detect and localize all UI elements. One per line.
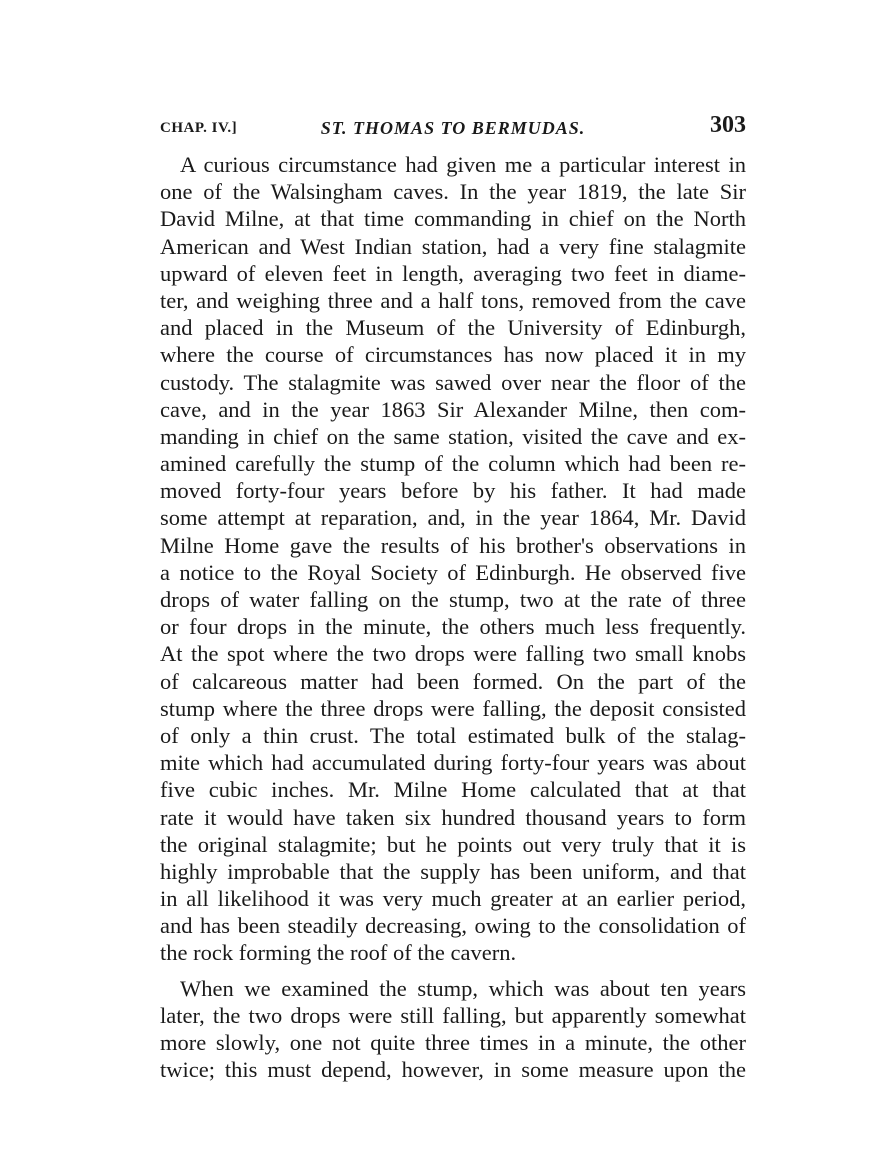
text-line: mite which had accumulated during forty-four years was about [160,750,746,776]
page-number: 303 [710,112,746,138]
running-title: ST. THOMAS TO BERMUDAS. [320,118,586,138]
text-line: where the course of circumstances has now placed it in my [160,342,746,368]
text-line: drops of water falling on the stump, two at the rate of three [160,587,746,612]
text-line: and has been steadily decreasing, owing to the consolidation of [160,913,746,939]
text-line: later, the two drops were still falling, but apparently somewhat [160,1002,746,1028]
text-line: American and West Indian station, had a very fine stalagmite [160,233,746,259]
text-line: When we examined the stump, which was about ten years [180,975,746,1001]
text-line: one of the Walsingham caves. In the year 1819, the late Sir [160,179,746,205]
text-line: highly improbable that the supply has been uniform, and that [160,858,746,884]
text-line: At the spot where the two drops were falling two small knobs [160,641,746,667]
text-line: of only a thin crust. The total estimated bulk of the stalag- [160,722,746,748]
body-text [160,151,746,1083]
text-line: and placed in the Museum of the University of Edinburgh, [160,315,746,341]
text-line: of calcareous matter had been formed. On the part of the [160,668,746,694]
text-line: in all likelihood it was very much greater at an earlier period, [160,886,746,912]
text-line: rate it would have taken six hundred thousand years to form [160,804,746,830]
text-line: stump where the three drops were falling, the deposit consisted [160,695,746,721]
text-line: the rock forming the roof of the cavern. [160,940,517,966]
text-line: custody. The stalagmite was sawed over near the floor of the [160,369,746,395]
running-head [160,112,746,146]
chapter-label: CHAP. IV.] [160,120,238,136]
text-line: some attempt at reparation, and, in the year 1864, Mr. David [160,505,746,531]
text-line: moved forty-four years before by his father. It had made [160,478,746,504]
text-line: a notice to the Royal Society of Edinburgh. He observed five [160,559,746,585]
text-line: ter, and weighing three and a half tons, removed from the cave [160,287,746,313]
text-line: five cubic inches. Mr. Milne Home calculated that at that [160,777,746,803]
text-line: David Milne, at that time commanding in chief on the North [160,206,746,232]
text-line: cave, and in the year 1863 Sir Alexander Milne, then com- [160,396,746,422]
paragraph-2 [160,975,746,1084]
text-line: twice; this must depend, however, in some measure upon the [160,1057,746,1083]
paragraph-gap [160,967,746,975]
text-line: amined carefully the stump of the column which had been re- [160,451,746,477]
text-line: or four drops in the minute, the others much less frequently. [160,614,746,640]
text-line: the original stalagmite; but he points out very truly that it is [160,831,746,857]
text-line: more slowly, one not quite three times in a minute, the other [160,1030,746,1055]
text-line: upward of eleven feet in length, averaging two feet in diame- [160,260,746,286]
text-line: Milne Home gave the results of his brother's observations in [160,532,746,558]
text-line: A curious circumstance had given me a particular interest in [180,152,746,177]
text-line: manding in chief on the same station, visited the cave and ex- [160,423,746,449]
paragraph-1 [160,151,746,967]
